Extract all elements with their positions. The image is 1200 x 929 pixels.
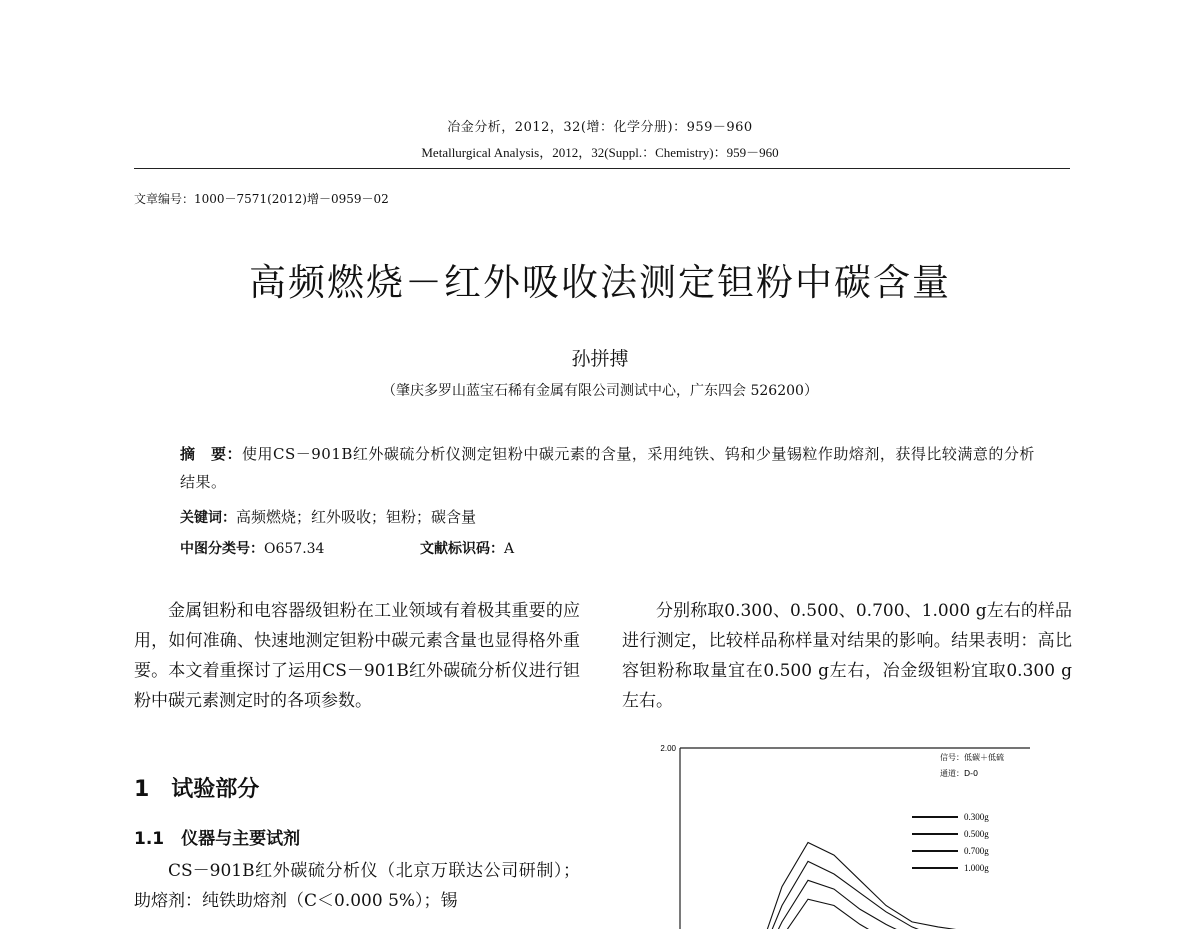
abstract-text: 使用CS－901B红外碳硫分析仪测定钽粉中碳元素的含量，采用纯铁、钨和少量锡粒作助熔剂，获得比较满意的分析结果。 (180, 445, 1035, 491)
keywords-text: 高频燃烧；红外吸收；钽粉；碳含量 (236, 508, 477, 526)
legend-label: 0.300g (964, 812, 989, 822)
keywords (180, 506, 476, 527)
section-1-1-text: CS－901B红外碳硫分析仪（北京万联达公司研制）；助熔剂：纯铁助熔剂（C＜0.000 5%）；锡 (134, 861, 580, 911)
abstract-label: 摘 要： (180, 445, 243, 463)
series-line-0.700g (730, 880, 990, 929)
classification-value: O657.34 (264, 541, 325, 557)
classification-number (180, 538, 324, 558)
header-rule (134, 168, 1070, 169)
legend-label: 1.000g (964, 863, 989, 873)
article-number: 文章编号：1000－7571(2012)增－0959－02 (134, 192, 389, 206)
series-line-0.300g (730, 843, 990, 929)
classification-label: 中图分类号： (180, 541, 264, 557)
document-code (420, 538, 514, 558)
keywords-label: 关键词： (180, 510, 236, 526)
legend-label: 0.500g (964, 829, 989, 839)
journal-header-cn: 冶金分析，2012，32(增：化学分册)：959－960 (447, 120, 753, 135)
intro-text: 金属钽粉和电容器级钽粉在工业领域有着极其重要的应用，如何准确、快速地测定钽粉中碳元素含量也显得格外重要。本文着重探讨了运用CS－901B红外碳硫分析仪进行钽粉中碳元素测定时的各项参数。 (134, 601, 580, 711)
section-1-1-body (134, 856, 580, 916)
doc-code-value: A (504, 541, 515, 557)
author: 孙拼搏 (571, 348, 629, 370)
chart-info-line: 通道：D-0 (940, 769, 979, 778)
series-line-0.500g (730, 861, 990, 929)
affiliation: （肇庆多罗山蓝宝石稀有金属有限公司测试中心，广东四会 526200） (382, 383, 818, 399)
abstract (180, 440, 1040, 496)
section-heading-1: 1 试验部分 (134, 777, 260, 802)
sample-weight-chart (650, 740, 1040, 929)
journal-header-en: Metallurgical Analysis，2012，32(Suppl.：Chemistry)：959－960 (421, 145, 779, 160)
doc-code-label: 文献标识码： (420, 541, 504, 557)
intro-paragraph (134, 596, 580, 716)
paper-title: 高频燃烧－红外吸收法测定钽粉中碳含量 (249, 261, 951, 304)
right-column-paragraph (622, 596, 1072, 716)
right-paragraph-text: 分别称取0.300、0.500、0.700、1.000 g左右的样品进行测定，比较样品称样量对结果的影响。结果表明：高比容钽粉称取量宜在0.500 g左右，冶金级钽粉宜取0.300 g左右。 (622, 601, 1072, 711)
chart-info-line: 信号：低碳＋低硫 (940, 753, 1004, 762)
y-tick-label-top: 2.00 (660, 744, 676, 753)
section-heading-1-1: 1.1 仪器与主要试剂 (134, 829, 301, 849)
legend-label: 0.700g (964, 846, 989, 856)
